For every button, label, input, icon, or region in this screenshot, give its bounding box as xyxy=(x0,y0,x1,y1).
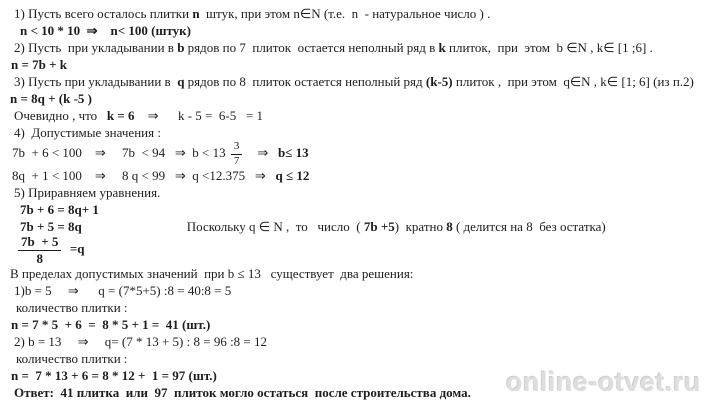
text-segment: 7b + 6 < 100 ⇒ 7b < 94 ⇒ b < 13 xyxy=(12,145,229,161)
text-segment: 2) Пусть при укладывании в xyxy=(14,40,178,55)
text-segment: 8q + 1 < 100 ⇒ 8 q < 99 ⇒ q <12.375 ⇒ xyxy=(12,168,276,184)
fraction-numerator: 3 xyxy=(231,141,243,155)
text-segment: плиток, при этом b ∈N , k∈ [1 ;6] . xyxy=(445,40,653,55)
text-segment: штук, при этом n∈N (т.е. n - натуральное число ) . xyxy=(199,6,491,21)
text-segment: n < 10 * 10 ⇒ n< 100 (штук) xyxy=(20,23,192,38)
text-segment: 8 xyxy=(446,219,453,235)
text-segment: рядов по 7 плиток остается неполный ряд в xyxy=(184,40,439,55)
text-segment: Очевидно , что xyxy=(14,108,107,123)
solution-line xyxy=(6,22,701,39)
text-segment: (k-5) xyxy=(425,74,453,89)
text-segment: плиток , при этом q∈N , k∈ [1; 6] (из п.2) xyxy=(452,74,694,89)
solution-line xyxy=(6,141,701,167)
text-segment: n = 7b + k xyxy=(11,57,68,72)
text-segment: n = 7 * 5 + 6 = 8 * 5 + 1 = 41 (шт.) xyxy=(11,317,211,333)
text-segment: n = 7 * 13 + 6 = 8 * 12 + 1 = 97 (шт.) xyxy=(11,368,217,384)
solution-line xyxy=(6,90,701,107)
fraction-numerator: 7b + 5 xyxy=(18,235,61,251)
text-segment: 1) Пусть всего осталось плитки xyxy=(14,6,193,21)
text-segment: ⇒ xyxy=(244,145,279,161)
watermark: online-otvet.ru xyxy=(506,367,701,397)
fraction xyxy=(231,141,243,167)
solution-line xyxy=(6,350,701,367)
solution-line xyxy=(6,299,701,316)
text-segment: 7b +5 xyxy=(363,219,395,235)
text-segment: количество плитки : xyxy=(16,351,128,367)
fraction-denominator: 8 xyxy=(36,250,43,266)
text-segment: 1)b = 5 ⇒ q = (7*5+5) :8 = 40:8 = 5 xyxy=(14,283,232,299)
solution-line xyxy=(6,218,701,235)
text-segment: 2) b = 13 ⇒ q= (7 * 13 + 5) : 8 = 96 :8 = 12 xyxy=(14,334,268,350)
text-segment: Ответ: 41 плитка или 97 плиток могло остаться после строительства дома. xyxy=(14,385,471,401)
text-segment: =q xyxy=(63,241,85,257)
text-segment: b xyxy=(177,40,185,55)
text-segment: ⇒ k - 5 = 6-5 = 1 xyxy=(134,108,264,123)
text-segment: 7b + 6 = 8q+ 1 xyxy=(20,202,99,218)
solution-lines xyxy=(6,5,701,401)
text-segment: Поскольку q ∈ N , то число ( xyxy=(186,219,364,235)
text-segment: k xyxy=(438,40,446,55)
text-segment: q ≤ 12 xyxy=(275,168,310,184)
text-segment: 3) Пусть при укладывании в xyxy=(14,74,178,89)
fraction-denominator: 7 xyxy=(233,154,240,167)
solution-line xyxy=(6,107,701,124)
solution-line xyxy=(6,282,701,299)
text-segment: ( делится на 8 без остатка) xyxy=(452,219,606,235)
text-segment: ) кратно xyxy=(394,219,447,235)
text-segment: n = 8q + (k -5 ) xyxy=(10,91,92,106)
solution-line xyxy=(6,5,701,22)
solution-line xyxy=(6,333,701,350)
text-segment: k = 6 xyxy=(106,108,135,123)
text-segment: 7b + 5 = 8q xyxy=(20,219,82,235)
text-segment: n xyxy=(192,6,200,21)
text-segment: количество плитки : xyxy=(16,300,128,316)
text-segment: q xyxy=(177,74,185,89)
text-segment: 4) Допустимые значения : xyxy=(14,125,161,140)
solution-line xyxy=(6,316,701,333)
solution-line xyxy=(6,201,701,218)
solution-line xyxy=(6,235,701,265)
solution-line xyxy=(6,265,701,282)
solution-line xyxy=(6,73,701,90)
solution-line xyxy=(6,184,701,201)
solution-line xyxy=(6,124,701,141)
solution-line xyxy=(6,167,701,184)
solution-line xyxy=(6,39,701,56)
text-segment: рядов по 8 плиток остается неполный ряд xyxy=(184,74,426,89)
text-segment: b≤ 13 xyxy=(278,145,309,161)
text-segment: 5) Приравняем уравнения. xyxy=(14,185,161,201)
fraction xyxy=(18,235,61,265)
solution-line xyxy=(6,56,701,73)
text-segment: В пределах допустимых значений при b ≤ 13 существует два решения: xyxy=(10,266,414,282)
